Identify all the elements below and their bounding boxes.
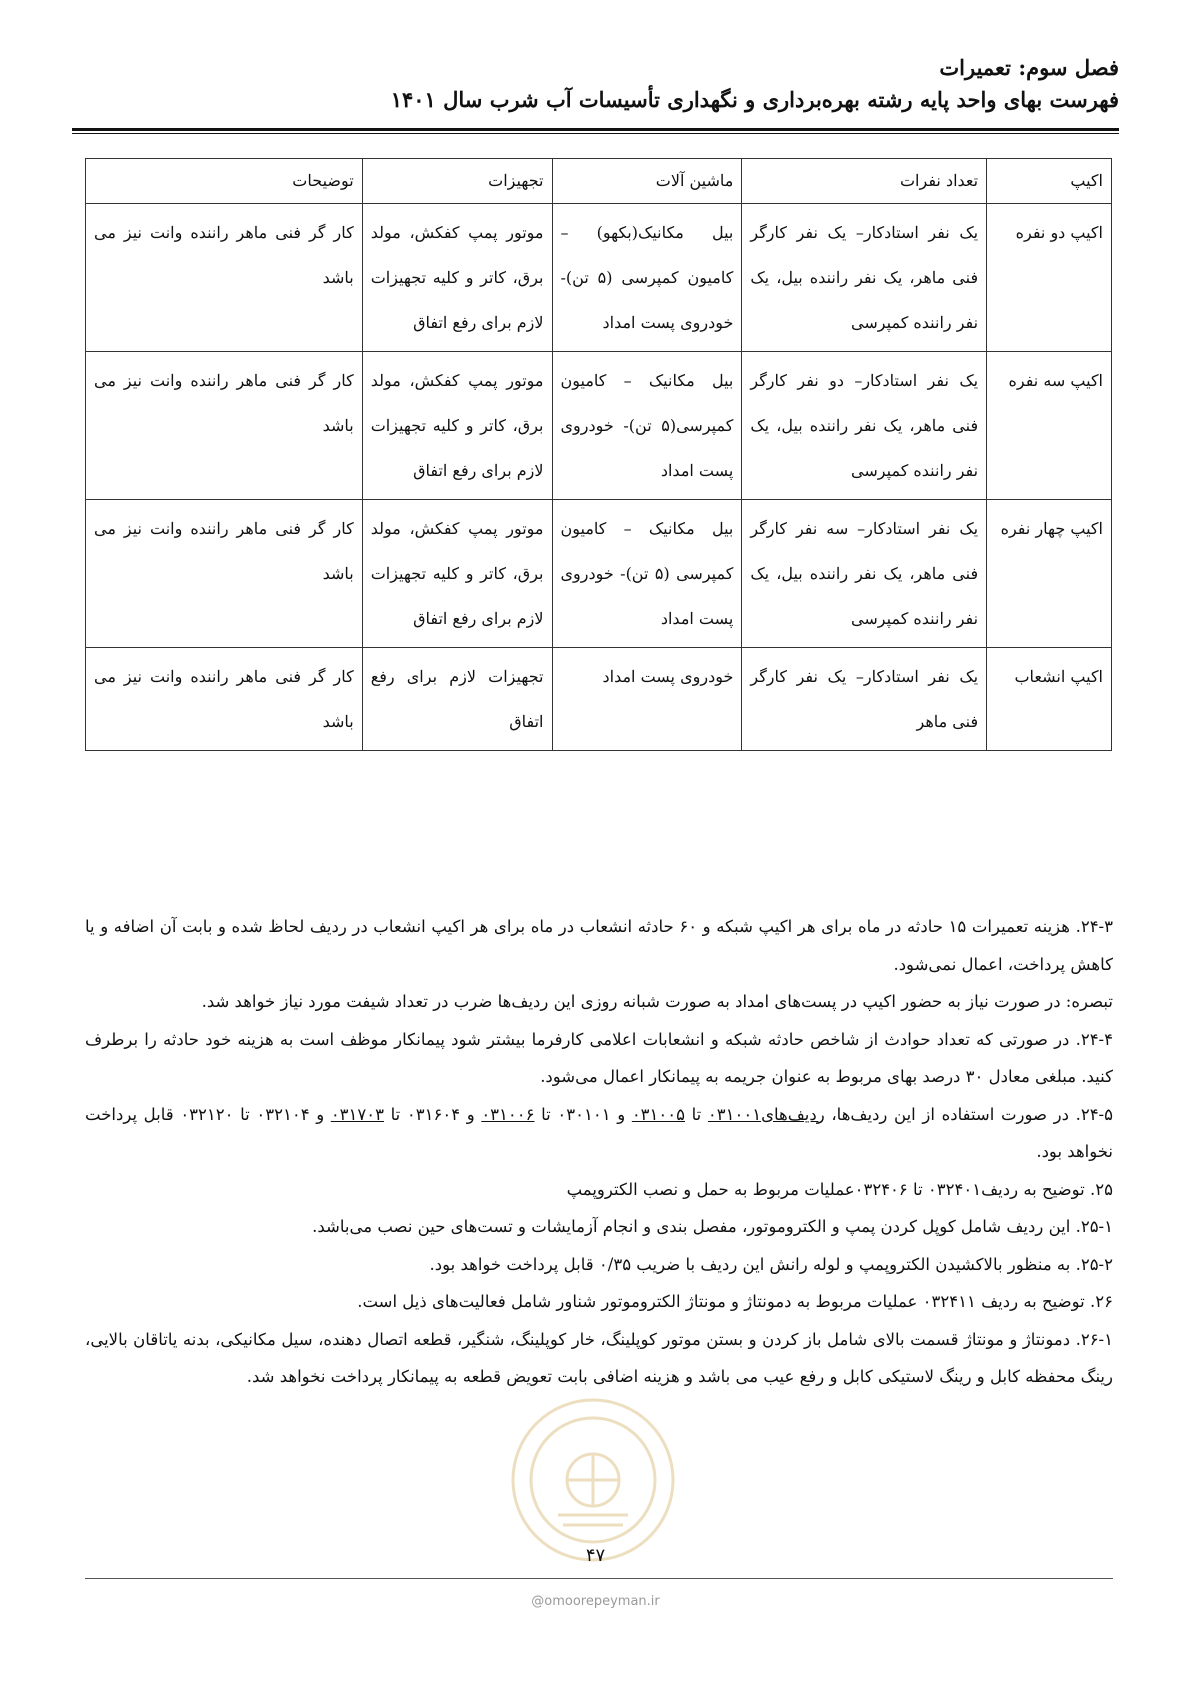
paragraph-25: ۲۵. توضیح به ردیف۰۳۲۴۰۱ تا ۰۳۲۴۰۶عملیات مربوط به حمل و نصب الکتروپمپ (566, 1179, 1113, 1199)
cell-equipment: موتور پمپ کفکش، مولد برق، کاتر و کلیه تجهیزات لازم برای رفع اتفاق (362, 204, 552, 352)
column-header-machinery: ماشین آلات (552, 159, 742, 204)
text-run: تا (685, 1104, 708, 1124)
watermark-seal-icon (508, 1395, 678, 1565)
cell-notes: کار گر فنی ماهر راننده وانت نیز می باشد (86, 204, 363, 352)
table-row (86, 648, 1112, 751)
paragraph-24-5 (85, 1096, 1113, 1171)
paragraph-25-2: ۲۵-۲. به منظور بالاکشیدن الکتروپمپ و لوله رانش این ردیف با ضریب ۰/۳۵ قابل پرداخت خواهد بود. (429, 1254, 1113, 1274)
cell-equipment: موتور پمپ کفکش، مولد برق، کاتر و کلیه تجهیزات لازم برای رفع اتفاق (362, 352, 552, 500)
cell-staff: یک نفر استادکار– سه نفر کارگر فنی ماهر، یک نفر راننده بیل، یک نفر راننده کمپرسی (742, 500, 987, 648)
crew-table (85, 158, 1112, 751)
page-header (72, 52, 1119, 116)
paragraph-26: ۲۶. توضیح به ردیف ۰۳۲۴۱۱ عملیات مربوط به دمونتاژ و مونتاژ الکتروموتور شناور شامل فعالیت‌های ذیل است. (357, 1292, 1113, 1311)
cell-crew: اکیپ دو نفره (987, 204, 1112, 352)
cell-machinery: بیل مکانیک – کامیون کمپرسی(۵ تن)- خودروی پست امداد (552, 352, 742, 500)
document-subtitle: فهرست بهای واحد پایه رشته بهره‌برداری و نگهداری تأسیسات آب شرب سال ۱۴۰۱ (390, 87, 1119, 112)
text-run: و ۰۳۲۱۰۴ تا ۰۳۲۱۲۰ قابل پرداخت نخواهد بود. (85, 1104, 1113, 1161)
cell-crew: اکیپ سه نفره (987, 352, 1112, 500)
cell-crew: اکیپ چهار نفره (987, 500, 1112, 648)
paragraph-26-1: ۲۶-۱. دمونتاژ و مونتاژ قسمت بالای شامل باز کردن و بستن موتور کوپلینگ، خار کوپلینگ، شنگیر، قطعه اتصال دهنده، سیل مکانیکی، بدنه یاتاقان بالایی، رینگ محفظه کابل و رینگ لاستیکی کابل و رفع عیب می باشد و هزینه اضافی بابت تعویض قطعه به پیمانکار پرداخت نخواهد شد. (85, 1329, 1113, 1386)
chapter-title: فصل سوم: تعمیرات (939, 55, 1119, 80)
column-header-notes: توضیحات (86, 159, 363, 204)
body-text (85, 908, 1113, 1396)
paragraph-24-3: ۲۴-۳. هزینه تعمیرات ۱۵ حادثه در ماه برای هر اکیپ شبکه و ۶۰ حادثه انشعاب در ماه برای هر اکیپ انشعاب در ردیف لحاظ شده و بابت آن اضافه و یا کاهش پرداخت، اعمال نمی‌شود. (85, 917, 1113, 974)
cell-notes: کار گر فنی ماهر راننده وانت نیز می باشد (86, 500, 363, 648)
table-row (86, 352, 1112, 500)
text-run: ۲۴-۵. در صورت استفاده از این ردیف‌ها، (824, 1104, 1113, 1124)
website-watermark: @omoorepeyman.ir (531, 1594, 660, 1609)
text-run: و ۰۳۱۶۰۴ تا (384, 1104, 482, 1124)
cell-crew: اکیپ انشعاب (987, 648, 1112, 751)
paragraph-24-4: ۲۴-۴. در صورتی که تعداد حوادث از شاخص حادثه شبکه و انشعابات اعلامی کارفرما بیشتر شود پیمانکار موظف است به هزینه خود حادثه را برطرف کنید. مبلغی معادل ۳۰ درصد بهای مربوط به عنوان جریمه به پیمانکار اعمال می‌شود. (85, 1029, 1113, 1086)
underlined-run: ۰۳۱۰۰۵ (631, 1104, 685, 1124)
column-header-staff: تعداد نفرات (742, 159, 987, 204)
paragraph-25-1: ۲۵-۱. این ردیف شامل کوپل کردن پمپ و الکتروموتور، مفصل بندی و انجام آزمایشات و تست‌های حین نصب می‌باشد. (312, 1217, 1113, 1236)
underlined-run: ردیف‌های۰۳۱۰۰۱ (707, 1104, 825, 1124)
column-header-crew: اکیپ (987, 159, 1112, 204)
cell-notes: کار گر فنی ماهر راننده وانت نیز می باشد (86, 352, 363, 500)
cell-notes: کار گر فنی ماهر راننده وانت نیز می باشد (86, 648, 363, 751)
table-row (86, 500, 1112, 648)
underlined-run: ۰۳۱۰۰۶ (481, 1104, 535, 1124)
table-row (86, 204, 1112, 352)
cell-machinery: خودروی پست امداد (552, 648, 742, 751)
cell-equipment: تجهیزات لازم برای رفع اتفاق (362, 648, 552, 751)
cell-staff: یک نفر استادکار– دو نفر کارگر فنی ماهر، یک نفر راننده بیل، یک نفر راننده کمپرسی (742, 352, 987, 500)
cell-machinery: بیل مکانیک – کامیون کمپرسی (۵ تن)- خودروی پست امداد (552, 500, 742, 648)
column-header-equipment: تجهیزات (362, 159, 552, 204)
page-number: ۴۷ (585, 1545, 606, 1566)
cell-staff: یک نفر استادکار– یک نفر کارگر فنی ماهر، یک نفر راننده بیل، یک نفر راننده کمپرسی (742, 204, 987, 352)
header-divider (72, 128, 1119, 134)
text-run: و ۰۳۰۱۰۱ تا (534, 1104, 632, 1124)
cell-equipment: موتور پمپ کفکش، مولد برق، کاتر و کلیه تجهیزات لازم برای رفع اتفاق (362, 500, 552, 648)
paragraph-note: تبصره: در صورت نیاز به حضور اکیپ در پست‌های امداد به صورت شبانه روزی این ردیف‌ها ضرب در تعداد شیفت مورد نیاز خواهد شد. (201, 992, 1113, 1011)
cell-machinery: بیل مکانیک(بکهو) – کامیون کمپرسی (۵ تن)- خودروی پست امداد (552, 204, 742, 352)
underlined-run: ۰۳۱۷۰۳ (330, 1104, 384, 1124)
table-header-row (86, 159, 1112, 204)
footer-divider (85, 1578, 1113, 1579)
cell-staff: یک نفر استادکار– یک نفر کارگر فنی ماهر (742, 648, 987, 751)
